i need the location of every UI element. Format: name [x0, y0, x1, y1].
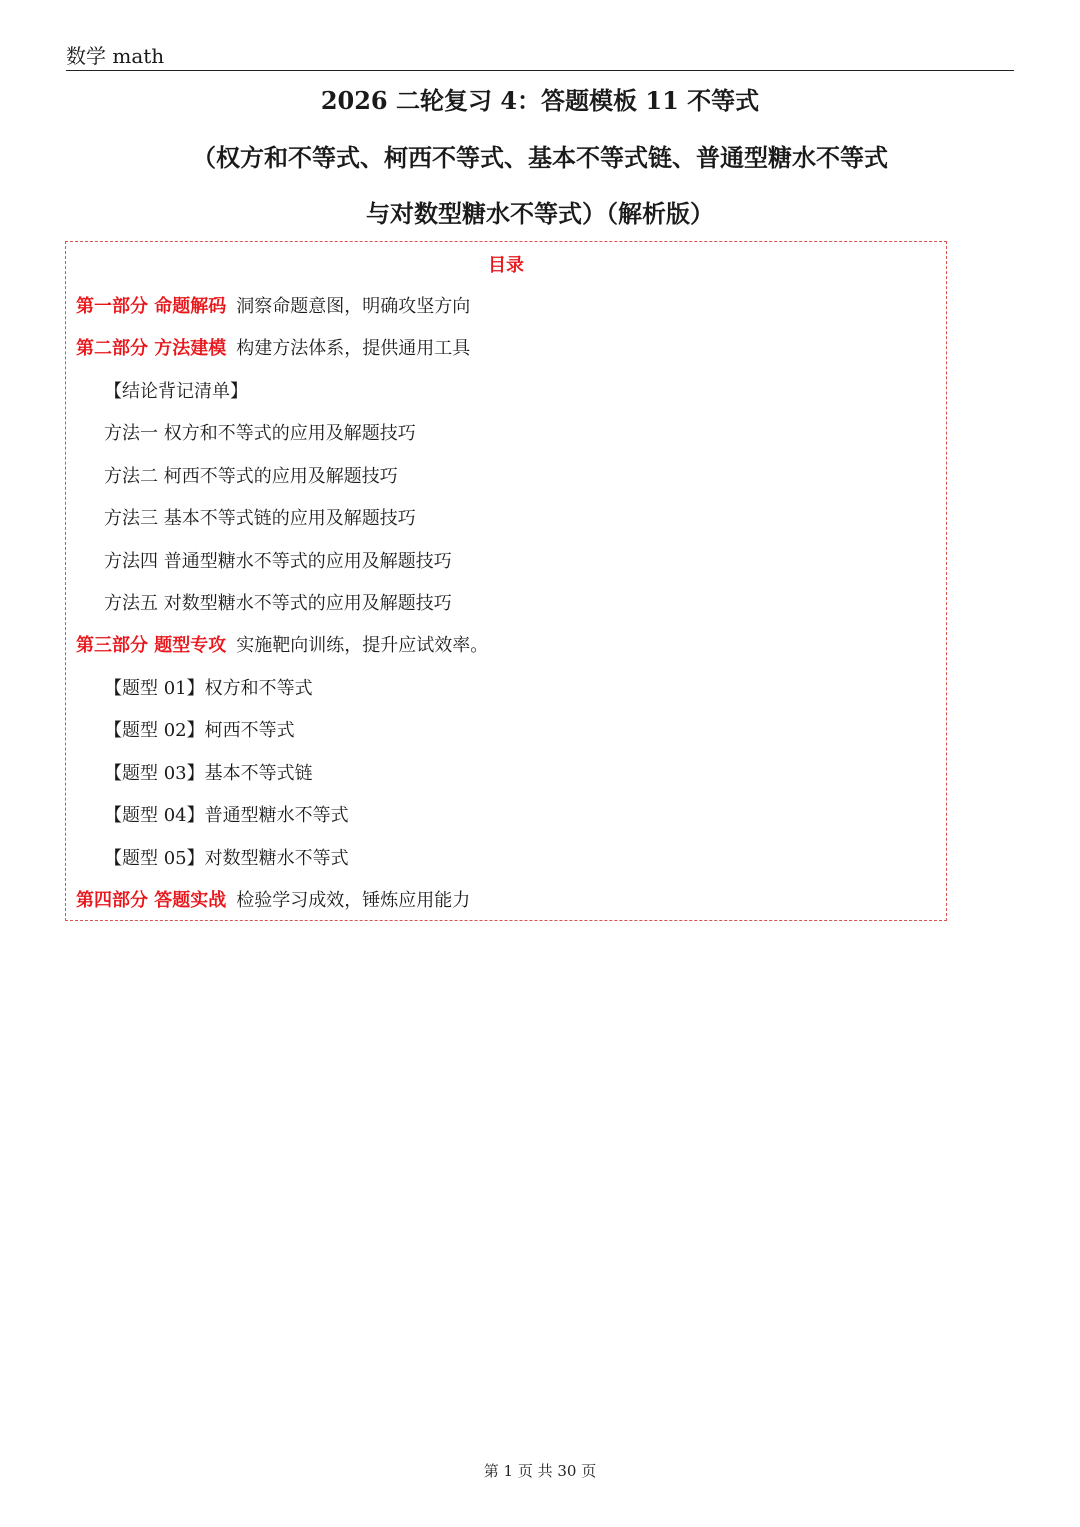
toc-part-3-label: 第三部分 题型专攻 — [76, 635, 227, 656]
toc-item-method-5[interactable]: 方法五 对数型糖水不等式的应用及解题技巧 — [104, 593, 452, 614]
toc-item-method-3[interactable]: 方法三 基本不等式链的应用及解题技巧 — [104, 508, 416, 529]
toc-part-1-label: 第一部分 命题解码 — [76, 296, 227, 317]
toc-item-method-4[interactable]: 方法四 普通型糖水不等式的应用及解题技巧 — [104, 551, 452, 572]
toc-item-method-1[interactable]: 方法一 权方和不等式的应用及解题技巧 — [104, 423, 416, 444]
page-number-footer: 第 1 页 共 30 页 — [483, 1462, 597, 1480]
toc-item-type-05[interactable]: 【题型 05】对数型糖水不等式 — [104, 848, 349, 869]
toc-item-type-04[interactable]: 【题型 04】普通型糖水不等式 — [104, 805, 349, 826]
document-title-line-1: 2026 二轮复习 4：答题模板 11 不等式 — [320, 86, 760, 115]
page-header-text: 数学 math — [66, 44, 165, 68]
table-of-contents — [65, 241, 947, 921]
toc-item-type-02[interactable]: 【题型 02】柯西不等式 — [104, 720, 295, 741]
toc-part-3[interactable] — [76, 634, 488, 658]
toc-item-type-03[interactable]: 【题型 03】基本不等式链 — [104, 763, 313, 784]
toc-part-2[interactable] — [76, 337, 470, 361]
header-divider — [66, 70, 1014, 71]
toc-item-conclusion-list[interactable]: 【结论背记清单】 — [104, 381, 248, 402]
toc-item-method-2[interactable]: 方法二 柯西不等式的应用及解题技巧 — [104, 466, 398, 487]
document-title-line-2: （权方和不等式、柯西不等式、基本不等式链、普通型糖水不等式 — [192, 143, 888, 172]
toc-part-2-desc: 构建方法体系，提供通用工具 — [236, 338, 471, 359]
toc-part-4[interactable] — [76, 889, 470, 913]
toc-heading: 目录 — [488, 255, 524, 276]
toc-part-4-desc: 检验学习成效，锤炼应用能力 — [236, 890, 471, 911]
toc-part-1[interactable] — [76, 295, 470, 319]
toc-part-1-desc: 洞察命题意图，明确攻坚方向 — [236, 296, 471, 317]
toc-part-3-desc: 实施靶向训练，提升应试效率。 — [236, 635, 489, 656]
toc-item-type-01[interactable]: 【题型 01】权方和不等式 — [104, 678, 313, 699]
toc-part-2-label: 第二部分 方法建模 — [76, 338, 227, 359]
document-title-line-3: 与对数型糖水不等式）（解析版） — [366, 199, 714, 228]
toc-part-4-label: 第四部分 答题实战 — [76, 890, 227, 911]
